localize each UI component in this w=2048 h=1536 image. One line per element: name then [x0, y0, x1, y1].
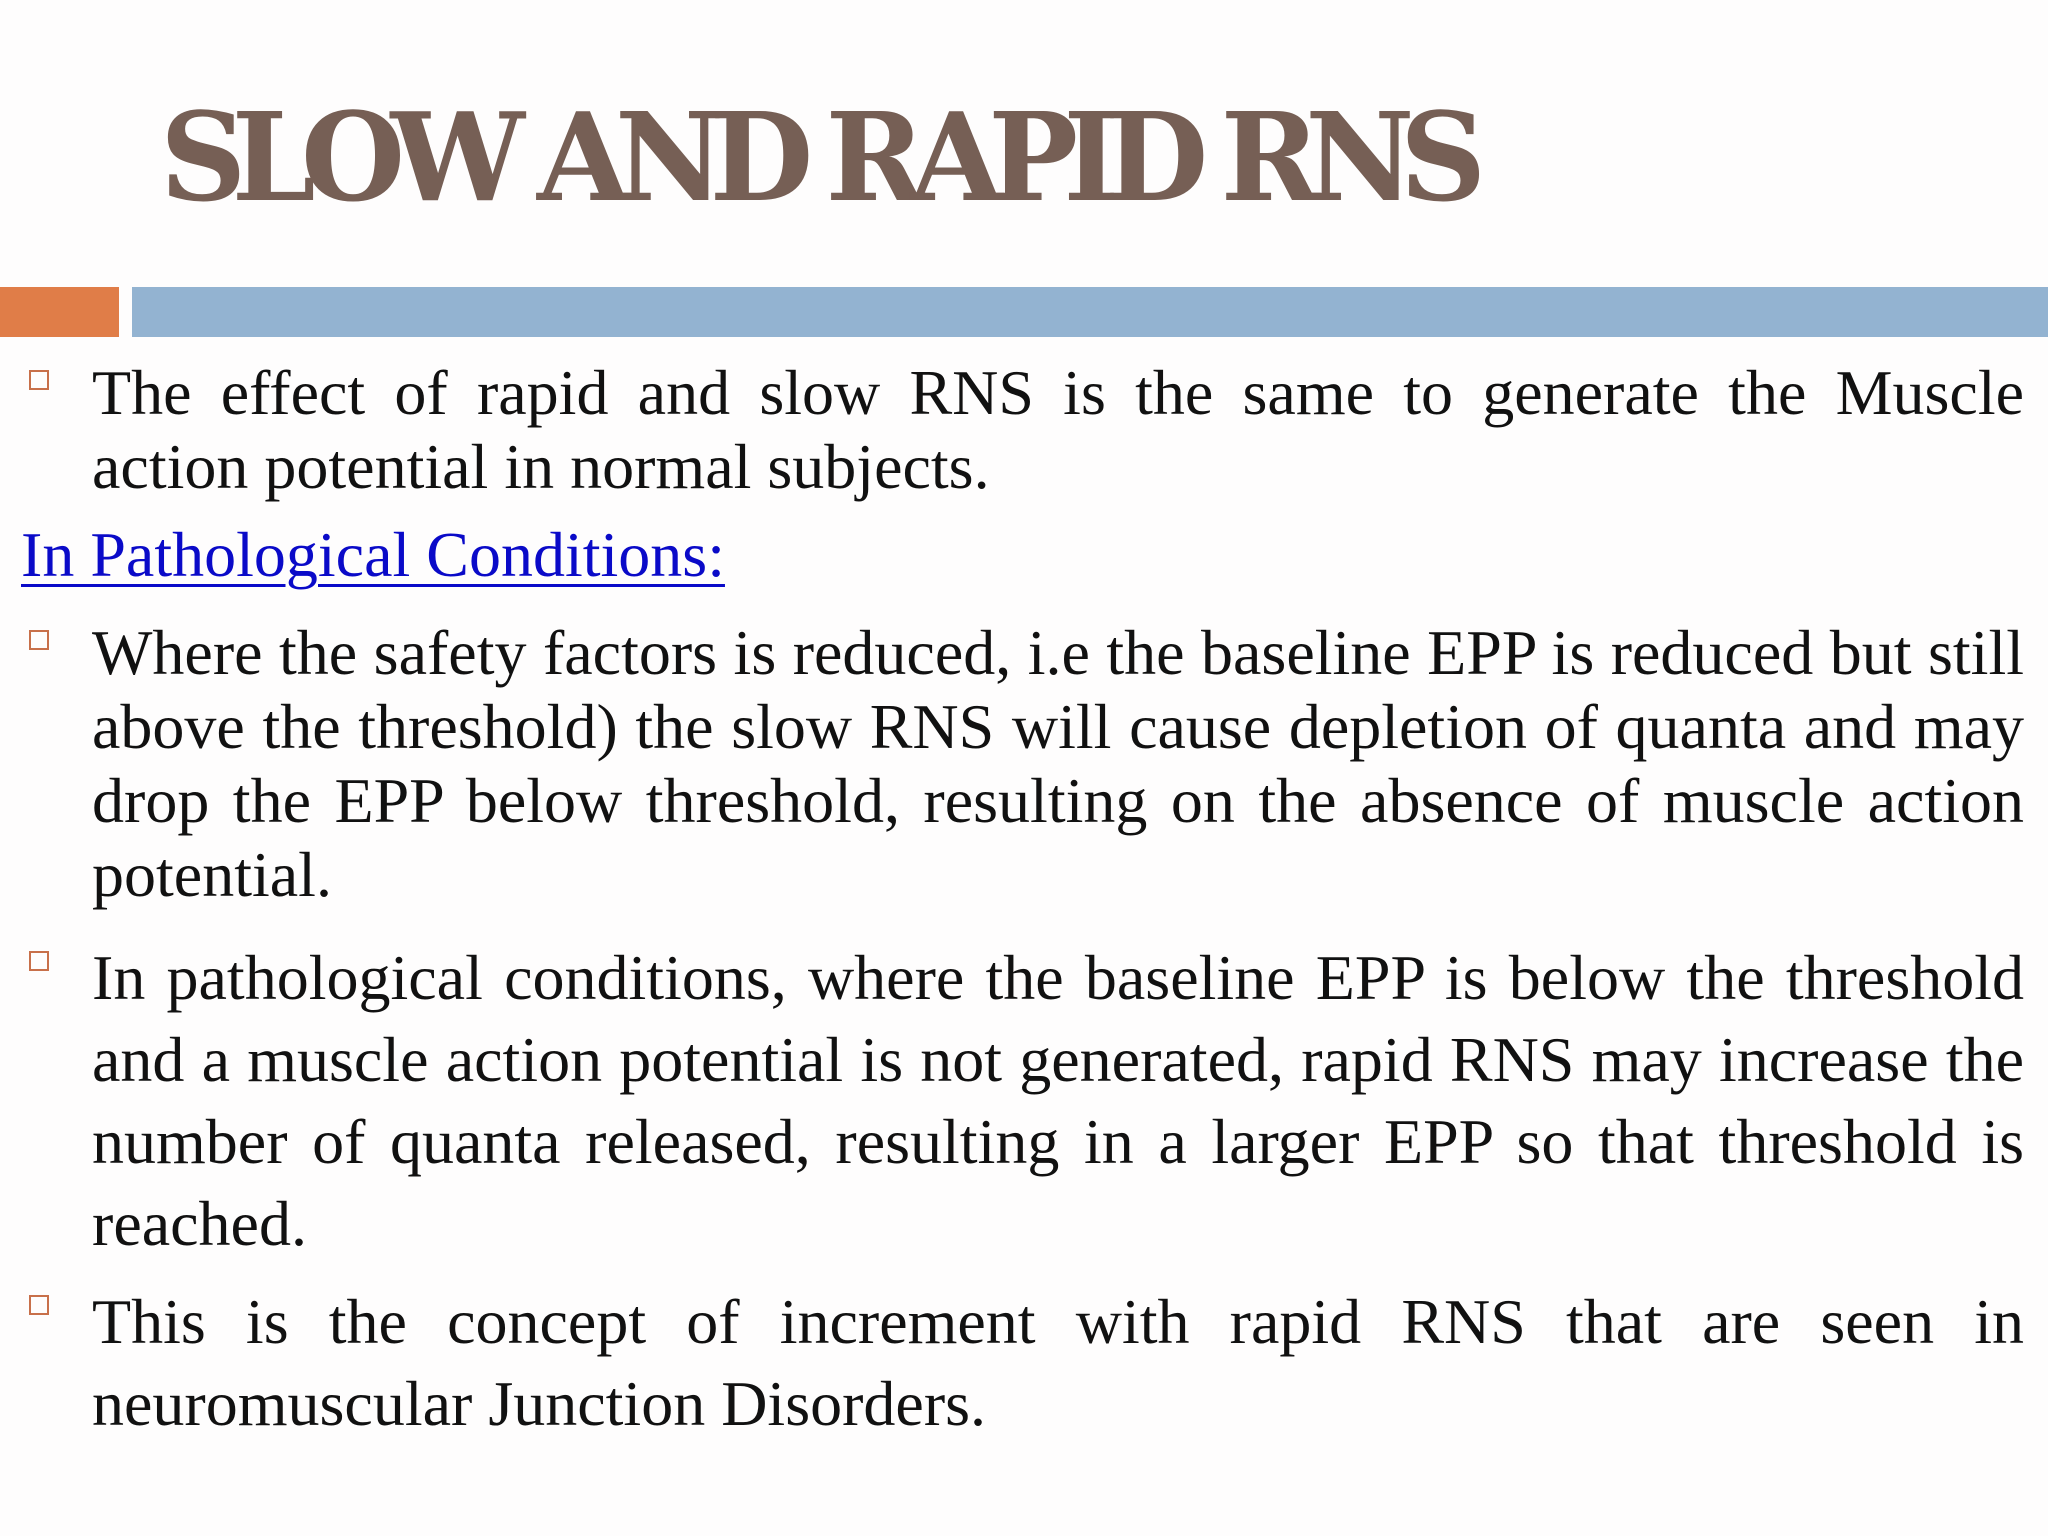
square-bullet-icon: [29, 951, 49, 971]
section-subheading: In Pathological Conditions:: [21, 519, 725, 590]
square-bullet-icon: [29, 630, 49, 650]
bullet-text: This is the concept of increment with rapid RNS that are seen in neuromuscular Junction Disorders.: [92, 1286, 2024, 1439]
title-accent-bar-blue: [132, 287, 2048, 337]
bullet-text: The effect of rapid and slow RNS is the same to generate the Muscle action potential in normal subjects.: [92, 357, 2024, 502]
square-bullet-icon: [29, 1295, 49, 1315]
title-accent-bar-orange: [0, 287, 119, 337]
slide-title: SLOW AND RAPID RNS: [160, 85, 1472, 229]
bullet-text: In pathological conditions, where the baseline EPP is below the threshold and a muscle action potential is not generated, rapid RNS may increase the number of quanta released, resulting in a larger EPP so that threshold is reached.: [92, 942, 2024, 1259]
square-bullet-icon: [29, 370, 49, 390]
bullet-text: Where the safety factors is reduced, i.e the baseline EPP is reduced but still above the threshold) the slow RNS will cause depletion of quanta and may drop the EPP below threshold, resulting on the absence of muscle action potential.: [92, 617, 2024, 910]
